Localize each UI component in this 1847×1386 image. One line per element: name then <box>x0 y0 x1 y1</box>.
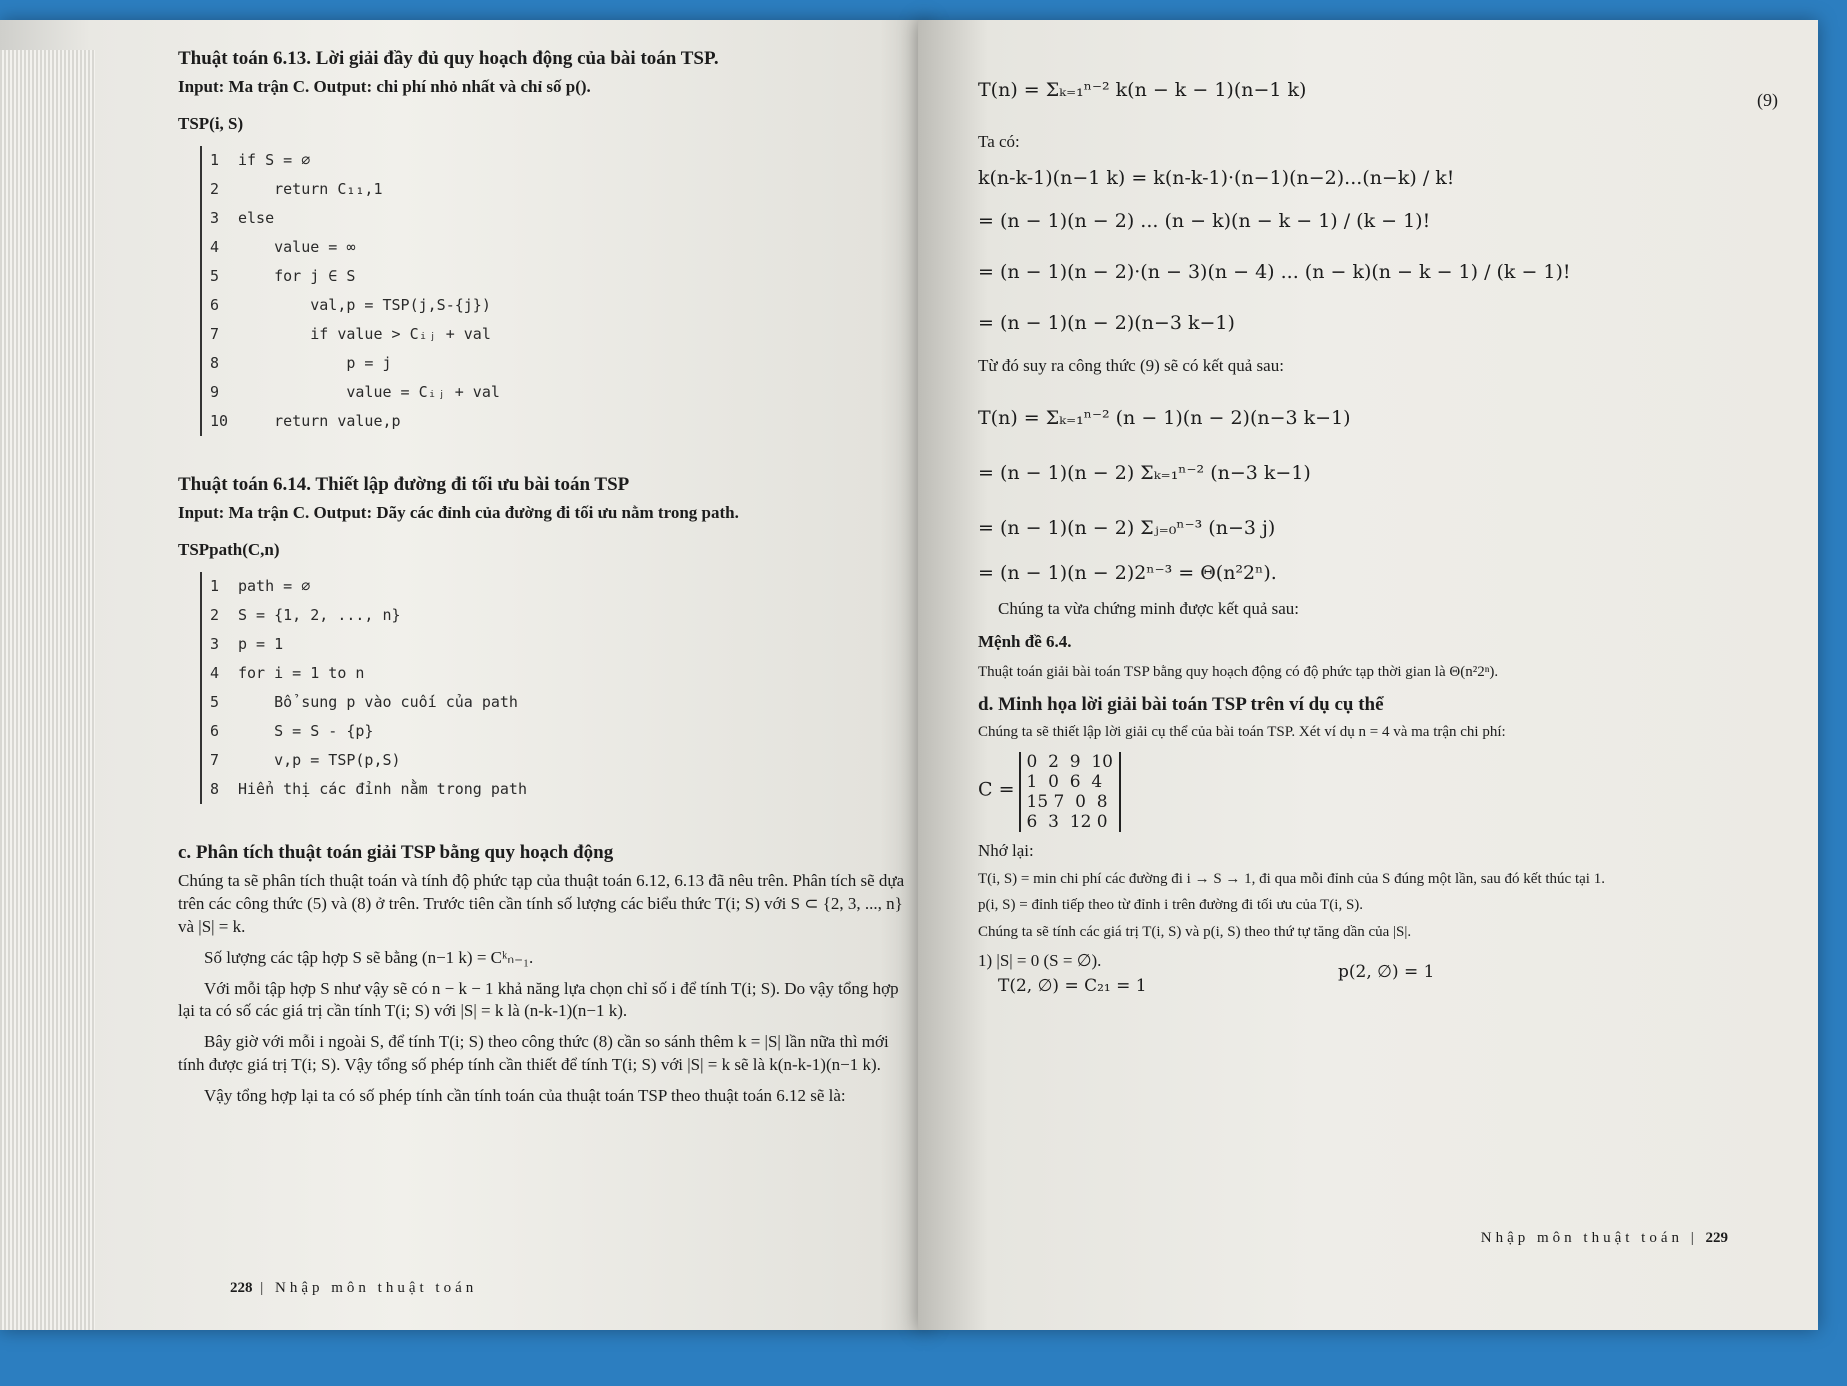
code-text: Bổ sung p vào cuối của path <box>238 692 518 711</box>
code-line <box>210 146 908 175</box>
code-text: if value > Cᵢⱼ + val <box>238 324 491 343</box>
page-number: 229 <box>1705 1230 1728 1246</box>
code-line <box>210 407 908 436</box>
code-line <box>210 262 908 291</box>
code-text: p = 1 <box>238 634 284 653</box>
line-number: 5 <box>210 266 220 285</box>
proposition-label: Mệnh đề 6.4. <box>978 631 1072 651</box>
line-number: 7 <box>210 750 220 769</box>
code-line <box>210 746 908 775</box>
right-content <box>978 50 1778 1007</box>
code-text: return value,p <box>238 411 401 430</box>
left-page <box>0 20 930 1330</box>
line-number: 3 <box>210 634 220 653</box>
line-number: 9 <box>210 382 220 401</box>
algo13-io: Input: Ma trận C. Output: chi phí nhỏ nhất và chỉ số p(). <box>178 77 591 96</box>
matrix-body <box>1019 752 1122 832</box>
code-text: S = S - {p} <box>238 721 374 740</box>
code-line <box>210 378 908 407</box>
code-line <box>210 349 908 378</box>
paragraph: Số lượng các tập hợp S sẽ bằng (n−1 k) = Cᵏₙ₋₁. <box>204 947 534 967</box>
sum-line: = (n − 1)(n − 2) Σₖ₌₁ⁿ⁻² (n−3 k−1) <box>978 462 1311 485</box>
algo13-signature: TSP(i, S) <box>178 113 244 133</box>
code-text: for j ∈ S <box>238 266 356 285</box>
definition: p(i, S) = đỉnh tiếp theo từ đỉnh i trên đường đi tối ưu của T(i, S). <box>978 897 1364 914</box>
code-text: path = ∅ <box>238 576 311 595</box>
sum-line: = (n − 1)(n − 2) Σⱼ₌₀ⁿ⁻³ (n−3 j) <box>978 517 1276 540</box>
case-label: 1) |S| = 0 (S = ∅). <box>978 950 1102 970</box>
left-footer: 228 | Nhập môn thuật toán <box>230 1280 478 1296</box>
line-number: 6 <box>210 721 220 740</box>
line-number: 2 <box>210 605 220 624</box>
cost-matrix <box>978 752 1778 832</box>
paragraph: Với mỗi tập hợp S như vậy sẽ có n − k − 1 khả năng lựa chọn chỉ số i để tính T(i; S). Do vậy tổng hợp lại ta có số các giá trị cần tính T(i; S) với |S| = k là (n-k-1)(n−1 k). <box>178 978 899 1021</box>
equation-9: T(n) = Σₖ₌₁ⁿ⁻² k(n − k − 1)(n−1 k) <box>978 79 1307 101</box>
algo13-title: Thuật toán 6.13. Lời giải đầy đủ quy hoạch động của bài toán TSP. <box>178 48 719 69</box>
code-text: value = ∞ <box>238 237 356 256</box>
algo14-code <box>200 572 908 804</box>
matrix-row: 15 7 0 8 <box>1026 792 1108 813</box>
matrix-row: 1 0 6 4 <box>1026 772 1103 793</box>
text: Chúng ta sẽ thiết lập lời giải cụ thể của bài toán TSP. Xét ví dụ n = 4 và ma trận chi phí: <box>978 724 1506 741</box>
code-text: v,p = TSP(p,S) <box>238 750 401 769</box>
code-line <box>210 659 908 688</box>
code-line <box>210 688 908 717</box>
matrix-row: 6 3 12 0 <box>1026 812 1108 833</box>
paragraph: Vậy tổng hợp lại ta có số phép tính cần tính toán của thuật toán TSP theo thuật toán 6.12 sẽ là: <box>204 1086 846 1106</box>
code-text: Hiển thị các đỉnh nằm trong path <box>238 779 527 798</box>
section-d-title: d. Minh họa lời giải bài toán TSP trên ví dụ cụ thể <box>978 694 1384 716</box>
line-number: 8 <box>210 779 220 798</box>
book-title: Nhập môn thuật toán <box>275 1280 478 1296</box>
line-number: 4 <box>210 237 220 256</box>
algo14-title: Thuật toán 6.14. Thiết lập đường đi tối ưu bài toán TSP <box>178 473 630 495</box>
code-line <box>210 601 908 630</box>
code-line <box>210 233 908 262</box>
text: Ta có: <box>978 131 1020 151</box>
code-line <box>210 291 908 320</box>
paragraph: Chúng ta sẽ phân tích thuật toán và tính độ phức tạp của thuật toán 6.12, 6.13 đã nêu trên. Phân tích sẽ dựa trên các công thức (5) và (8) ở trên. Trước tiên cần tính số lượng các biểu thức T(i; S) với S ⊂ {2, 3, ..., n} và |S| = k. <box>178 870 905 936</box>
code-line <box>210 175 908 204</box>
right-footer: Nhập môn thuật toán | 229 <box>1480 1230 1728 1246</box>
derivation-line: = (n − 1)(n − 2) ... (n − k)(n − k − 1) / (k − 1)! <box>978 209 1431 232</box>
sum-line: T(n) = Σₖ₌₁ⁿ⁻² (n − 1)(n − 2)(n−3 k−1) <box>978 407 1351 430</box>
right-page <box>918 20 1818 1330</box>
code-line <box>210 775 908 804</box>
proposition-text: Thuật toán giải bài toán TSP bằng quy hoạch động có độ phức tạp thời gian là Θ(n²2ⁿ). <box>978 663 1499 680</box>
derivation-line: = (n − 1)(n − 2)·(n − 3)(n − 4) ... (n − k)(n − k − 1) / (k − 1)! <box>978 260 1571 283</box>
line-number: 10 <box>210 411 229 430</box>
line-number: 5 <box>210 692 220 711</box>
line-number: 3 <box>210 208 220 227</box>
code-line <box>210 204 908 233</box>
derivation-line: k(n-k-1)(n−1 k) = k(n-k-1)·(n−1)(n−2)...(n−k) / k! <box>978 166 1455 189</box>
text: Chúng ta vừa chứng minh được kết quả sau: <box>998 598 1300 618</box>
sum-line: = (n − 1)(n − 2)2ⁿ⁻³ = Θ(n²2ⁿ). <box>978 562 1277 584</box>
code-text: p = j <box>238 353 392 372</box>
code-text: if S = ∅ <box>238 150 311 169</box>
line-number: 2 <box>210 179 220 198</box>
text: Từ đó suy ra công thức (9) sẽ có kết quả sau: <box>978 356 1284 376</box>
line-number: 4 <box>210 663 220 682</box>
code-text: return C₁₁,1 <box>238 179 383 198</box>
derivation-line: = (n − 1)(n − 2)(n−3 k−1) <box>978 311 1235 334</box>
equation-number: (9) <box>1757 90 1778 110</box>
page-edges <box>0 50 95 1330</box>
formula: p(2, ∅) = 1 <box>1338 961 1435 982</box>
code-text: for i = 1 to n <box>238 663 365 682</box>
algo14-io: Input: Ma trận C. Output: Dãy các đỉnh của đường đi tối ưu nằm trong path. <box>178 502 739 522</box>
paragraph: Bây giờ với mỗi i ngoài S, để tính T(i; S) theo công thức (8) cần so sánh thêm k = |S| lần nữa thì mới tính được giá trị T(i; S). Vậy tổng số phép tính cần thiết để tính T(i; S) với |S| = k sẽ là k(n-k-1)(n−1 k). <box>178 1032 889 1075</box>
line-number: 1 <box>210 576 220 595</box>
line-number: 6 <box>210 295 220 314</box>
section-c-title: c. Phân tích thuật toán giải TSP bằng quy hoạch động <box>178 841 614 863</box>
definition: T(i, S) = min chi phí các đường đi i → S → 1, đi qua mỗi đỉnh của S đúng một lần, sau đó kết thúc tại 1. <box>978 871 1605 888</box>
code-text: else <box>238 208 275 227</box>
text: Nhớ lại: <box>978 841 1034 861</box>
code-text: S = {1, 2, ..., n} <box>238 605 401 624</box>
code-text: val,p = TSP(j,S-{j}) <box>238 295 491 314</box>
code-line <box>210 630 908 659</box>
line-number: 1 <box>210 150 220 169</box>
line-number: 7 <box>210 324 220 343</box>
left-content <box>178 48 908 1108</box>
book-title: Nhập môn thuật toán <box>1480 1230 1683 1246</box>
algo14-signature: TSPpath(C,n) <box>178 539 280 559</box>
matrix-row: 0 2 9 10 <box>1026 752 1114 773</box>
text: Chúng ta sẽ tính các giá trị T(i, S) và p(i, S) theo thứ tự tăng dần của |S|. <box>978 923 1412 940</box>
code-line <box>210 717 908 746</box>
page-number: 228 <box>230 1280 253 1296</box>
code-text: value = Cᵢⱼ + val <box>238 382 500 401</box>
code-line <box>210 320 908 349</box>
algo13-code <box>200 146 908 436</box>
formula: T(2, ∅) = C₂₁ = 1 <box>998 975 1147 996</box>
matrix-label: C = <box>978 778 1015 801</box>
code-line <box>210 572 908 601</box>
line-number: 8 <box>210 353 220 372</box>
